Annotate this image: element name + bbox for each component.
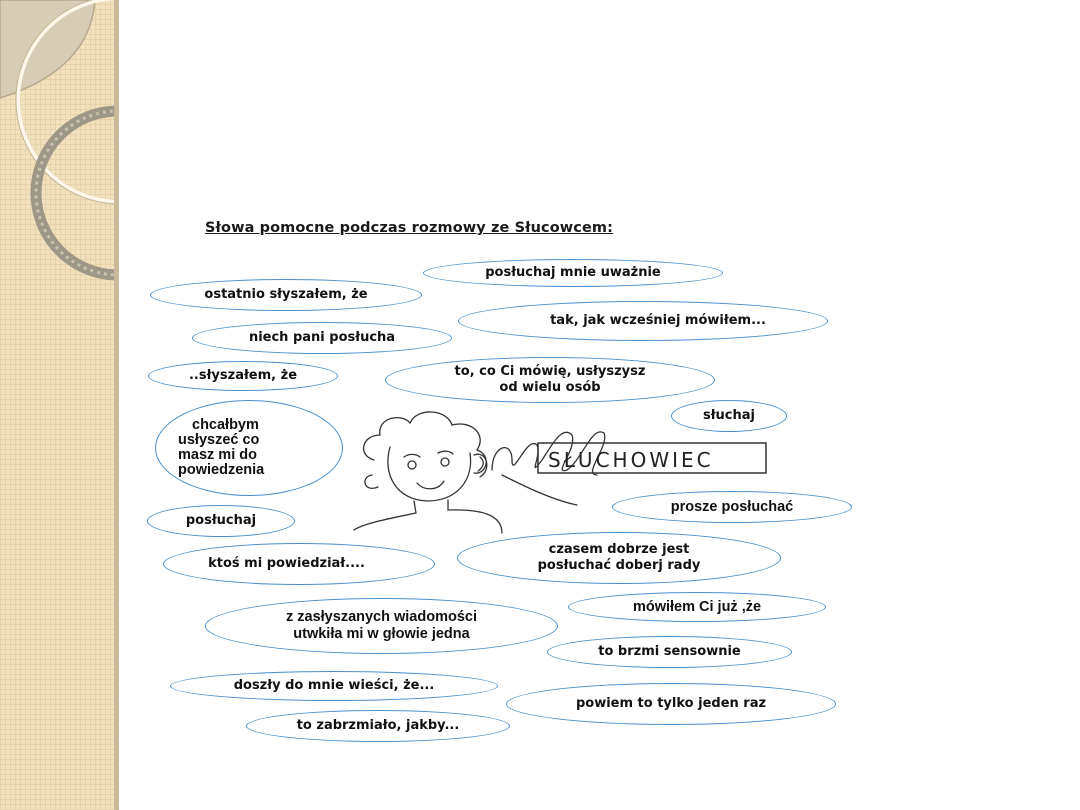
- phrase-bubble: [457, 532, 781, 584]
- illustration-label: SŁUCHOWIEC: [548, 448, 714, 472]
- phrase-text-line: powiedzenia: [178, 462, 265, 478]
- phrase-bubble: [547, 636, 792, 668]
- phrase-bubble: [192, 322, 452, 354]
- phrase-bubble: [385, 357, 715, 403]
- decorative-sidebar: [0, 0, 119, 810]
- phrase-text-line: posłuchać doberj rady: [537, 558, 701, 573]
- phrase-text-line: czasem dobrze jest: [548, 542, 690, 557]
- phrase-bubble: [205, 598, 558, 654]
- phrase-text: tak, jak wcześniej mówiłem...: [550, 313, 766, 328]
- phrase-text: posłuchaj: [185, 513, 257, 528]
- phrase-bubble: [155, 400, 343, 496]
- phrase-text: ostatnio słyszałem, że: [204, 287, 368, 302]
- phrase-bubble: [148, 361, 338, 391]
- phrase-bubble: [163, 543, 435, 585]
- phrase-text: prosze posłuchać: [670, 499, 794, 515]
- phrase-text: mówiłem Ci już ,że: [632, 599, 762, 615]
- phrase-text: ktoś mi powiedział....: [208, 556, 365, 571]
- phrase-bubble: [568, 592, 826, 622]
- page-title: Słowa pomocne podczas rozmowy ze Słucowcem:: [205, 220, 614, 236]
- phrase-bubble: [147, 505, 295, 537]
- phrase-text-line: chcałbym: [192, 417, 259, 433]
- phrase-bubble: [506, 683, 836, 725]
- phrase-bubble: [423, 259, 723, 287]
- phrase-text: to zabrzmiało, jakby...: [296, 718, 460, 733]
- phrase-text: powiem to tylko jeden raz: [575, 696, 767, 711]
- phrase-text: posłuchaj mnie uważnie: [485, 265, 661, 280]
- phrase-bubble: [612, 491, 852, 523]
- phrase-text-line: usłyszeć co: [178, 432, 260, 448]
- phrase-text-line: od wielu osób: [499, 380, 601, 395]
- phrase-bubble: [170, 671, 498, 701]
- phrase-text: doszły do mnie wieści, że...: [233, 678, 435, 693]
- phrase-text: niech pani posłucha: [248, 330, 396, 345]
- phrase-text-line: to, co Ci mówię, usłyszysz: [454, 364, 646, 379]
- phrase-text: ..słyszałem, że: [188, 368, 298, 383]
- phrase-bubble: [150, 279, 422, 311]
- phrase-text-line: z zasłyszanych wiadomości: [286, 609, 477, 625]
- decorative-rings-icon: [0, 0, 114, 810]
- phrase-text-line: masz mi do: [178, 447, 257, 463]
- phrase-bubble: [458, 301, 828, 341]
- phrase-bubble: [246, 710, 510, 742]
- phrase-text: to brzmi sensownie: [598, 644, 741, 659]
- phrase-text: słuchaj: [702, 408, 755, 423]
- phrase-text-line: utwkiła mi w głowie jedna: [293, 626, 470, 642]
